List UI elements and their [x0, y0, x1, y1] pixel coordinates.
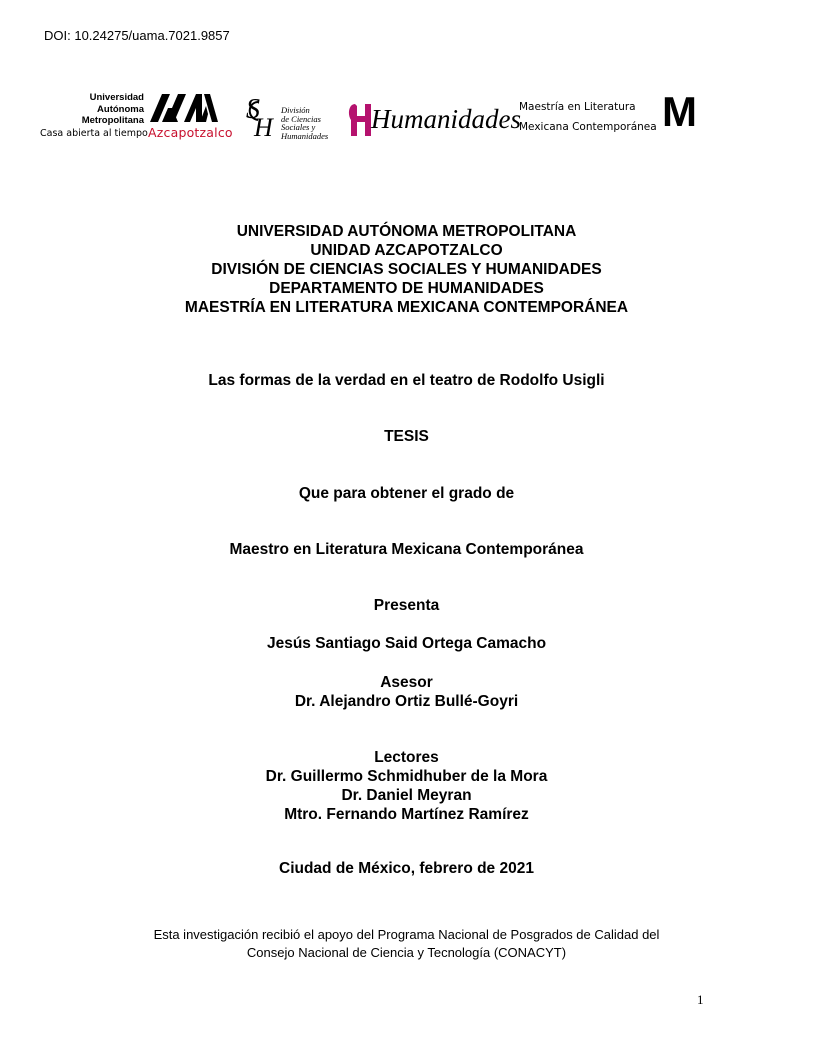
institution-header [0, 222, 813, 317]
thesis-title: Las formas de la verdad en el teatro de Rodolfo Usigli [208, 372, 605, 389]
uam-tagline: Casa abierta al tiempo [40, 128, 148, 139]
doc-type: TESIS [384, 428, 429, 445]
readers-block [0, 748, 813, 824]
institution-line: DEPARTAMENTO DE HUMANIDADES [269, 280, 544, 297]
advisor-block [0, 673, 813, 711]
place-date: Ciudad de México, febrero de 2021 [279, 860, 534, 877]
csh-line: División [281, 105, 310, 115]
uam-name [40, 92, 144, 127]
readers-label: Lectores [374, 749, 439, 766]
reader-name: Mtro. Fernando Martínez Ramírez [284, 806, 529, 823]
advisor-label: Asesor [380, 674, 433, 691]
uam-unit-label: Azcapotzalco [148, 125, 233, 140]
svg-text:S: S [246, 94, 260, 125]
author-name: Jesús Santiago Said Ortega Camacho [266, 635, 547, 652]
uam-name-line: Metropolitana [81, 115, 144, 126]
maestria-line: Maestría en Literatura [519, 101, 636, 113]
institution-line: UNIVERSIDAD AUTÓNOMA METROPOLITANA [236, 223, 577, 240]
maestria-line: Mexicana Contemporánea [519, 121, 657, 133]
svg-text:H: H [254, 113, 273, 138]
page-number: 1 [697, 992, 704, 1007]
uam-name-line: Universidad [89, 92, 144, 103]
degree-intro: Que para obtener el grado de [298, 485, 515, 502]
presents-label: Presenta [373, 597, 440, 614]
csh-line: de Ciencias [281, 113, 321, 124]
institution-line: DIVISIÓN DE CIENCIAS SOCIALES Y HUMANIDADES [211, 261, 602, 278]
advisor-name: Dr. Alejandro Ortiz Bullé-Goyri [294, 693, 519, 710]
csh-division-text [281, 106, 328, 140]
reader-name: Dr. Daniel Meyran [341, 787, 472, 804]
csh-line: Humanidades [281, 130, 329, 141]
uam-name-line: Autónoma [97, 103, 144, 115]
doi-text: DOI: 10.24275/uama.7021.9857 [44, 28, 230, 43]
funding-note [0, 926, 813, 962]
degree-name: Maestro en Literatura Mexicana Contemporánea [229, 541, 584, 558]
funding-line: Esta investigación recibió el apoyo del Programa Nacional de Posgrados de Calidad del [153, 927, 660, 942]
institution-line: MAESTRÍA EN LITERATURA MEXICANA CONTEMPORÁNEA [184, 299, 629, 316]
m-logo: M [662, 88, 697, 135]
uam-logo-icon [148, 92, 220, 124]
humanidades-wordmark: Humanidades [371, 104, 521, 134]
institution-line: UNIDAD AZCAPOTZALCO [310, 242, 503, 259]
funding-line: Consejo Nacional de Ciencia y Tecnología (CONACYT) [246, 945, 567, 960]
csh-logo-icon [244, 92, 282, 138]
csh-line: Sociales y [281, 122, 316, 132]
reader-name: Dr. Guillermo Schmidhuber de la Mora [265, 768, 548, 785]
maestria-logo-text [519, 97, 657, 137]
